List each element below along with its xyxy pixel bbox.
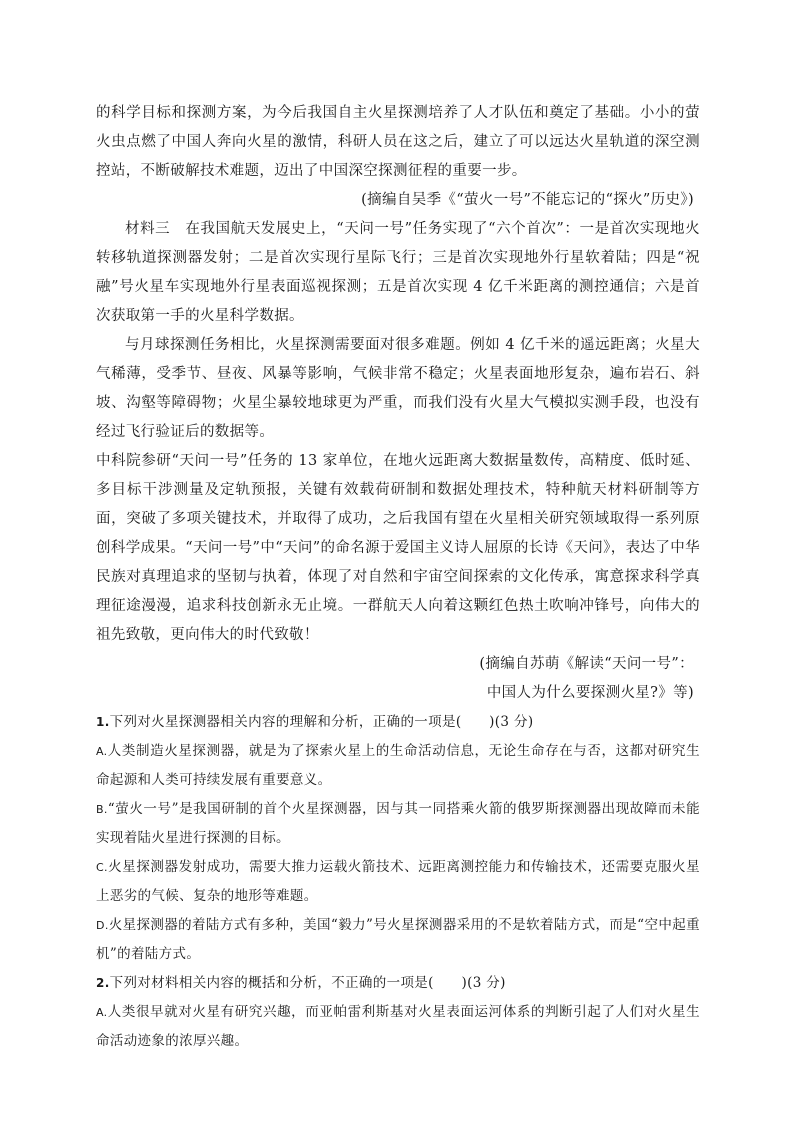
option-text: 人类制造火星探测器，就是为了探索火星上的生命活动信息，无论生命存在与否，这都对研究生命起源和人类可持续发展有重要意义。 <box>96 743 700 788</box>
question-2-number: 2. <box>96 976 110 990</box>
passage-paragraph-2: 材料三 在我国航天发展史上，“天问一号”任务实现了“六个首次”：一是首次实现地火转移轨道探测器发射；二是首次实现行星际飞行；三是首次实现地外行星软着陆；四是“祝融”号火星车实现地外行星表面巡视探测；五是首次实现 4 亿千米距离的测控通信；六是首次获取第一手的火星科学数据。 <box>96 221 700 324</box>
question-1-option-d[interactable] <box>96 911 700 969</box>
option-text: 人类很早就对火星有研究兴趣，而亚帕雷利斯基对火星表面运河体系的判断引起了人们对火星生命活动迹象的浓厚兴趣。 <box>96 1004 700 1049</box>
question-1 <box>96 708 700 969</box>
passage-source-2-line-1: (摘编自苏萌《解读“天问一号”： <box>479 656 694 672</box>
question-2-stem <box>96 969 700 998</box>
option-letter: C. <box>96 861 108 874</box>
passage-source-2-line-2: 中国人为什么要探测火星?》等) <box>486 685 694 701</box>
option-letter: A. <box>96 745 108 758</box>
passage-source-1: (摘编自吴季《“萤火一号”不能忘记的“探火”历史》) <box>361 192 694 208</box>
question-2-text: 下列对材料相关内容的概括和分析，不正确的一项是( )(3 分) <box>109 975 506 991</box>
question-1-option-b[interactable] <box>96 795 700 853</box>
question-1-text: 下列对火星探测器相关内容的理解和分析，正确的一项是( )(3 分) <box>109 714 534 730</box>
passage-source-2 <box>96 650 700 708</box>
option-text: 火星探测器的着陆方式有多种，美国“毅力”号火星探测器采用的不是软着陆方式，而是“空中起重机”的着陆方式。 <box>96 917 700 962</box>
question-1-number: 1. <box>96 715 110 729</box>
question-1-option-a[interactable] <box>96 737 700 795</box>
question-1-stem <box>96 708 700 737</box>
question-1-option-c[interactable] <box>96 853 700 911</box>
option-text: “萤火一号”是我国研制的首个火星探测器，因与其一同搭乘火箭的俄罗斯探测器出现故障而未能实现着陆火星进行探测的目标。 <box>96 801 700 846</box>
page-content <box>96 99 700 1056</box>
option-letter: D. <box>96 919 109 932</box>
question-2 <box>96 969 700 1056</box>
option-letter: A. <box>96 1006 108 1019</box>
option-letter: B. <box>96 803 108 816</box>
option-text: 火星探测器发射成功，需要大推力运载火箭技术、远距离测控能力和传输技术，还需要克服火星上恶劣的气候、复杂的地形等难题。 <box>96 859 700 904</box>
passage-paragraph-1: 的科学目标和探测方案，为今后我国自主火星探测培养了人才队伍和奠定了基础。小小的萤火虫点燃了中国人奔向火星的激情，科研人员在这之后，建立了可以远达火星轨道的深空测控站，不断破解技术难题，迈出了中国深空探测征程的重要一步。 <box>96 105 700 179</box>
passage-paragraph-3: 与月球探测任务相比，火星探测需要面对很多难题。例如 4 亿千米的遥远距离；火星大气稀薄，受季节、昼夜、风暴等影响，气候非常不稳定；火星表面地形复杂，遍布岩石、斜坡、沟壑等障碍物；火星尘暴较地球更为严重，而我们没有火星大气模拟实测手段，也没有经过飞行验证后的数据等。 <box>96 337 700 440</box>
question-2-option-a[interactable] <box>96 998 700 1056</box>
passage-paragraph-4: 中科院参研“天问一号”任务的 13 家单位，在地火远距离大数据量数传，高精度、低时延、多目标干涉测量及定轨预报，关键有效载荷研制和数据处理技术，特种航天材料研制等方面，突破了多项关键技术，并取得了成功，之后我国有望在火星相关研究领域取得一系列原创科学成果。“天问一号”中“天问”的命名源于爱国主义诗人屈原的长诗《天问》，表达了中华民族对真理追求的坚韧与执着，体现了对自然和宇宙空间探索的文化传承，寓意探求科学真理征途漫漫，追求科技创新永无止境。一群航天人向着这颗红色热土吹响冲锋号，向伟大的祖先致敬，更向伟大的时代致敬！ <box>96 453 700 643</box>
